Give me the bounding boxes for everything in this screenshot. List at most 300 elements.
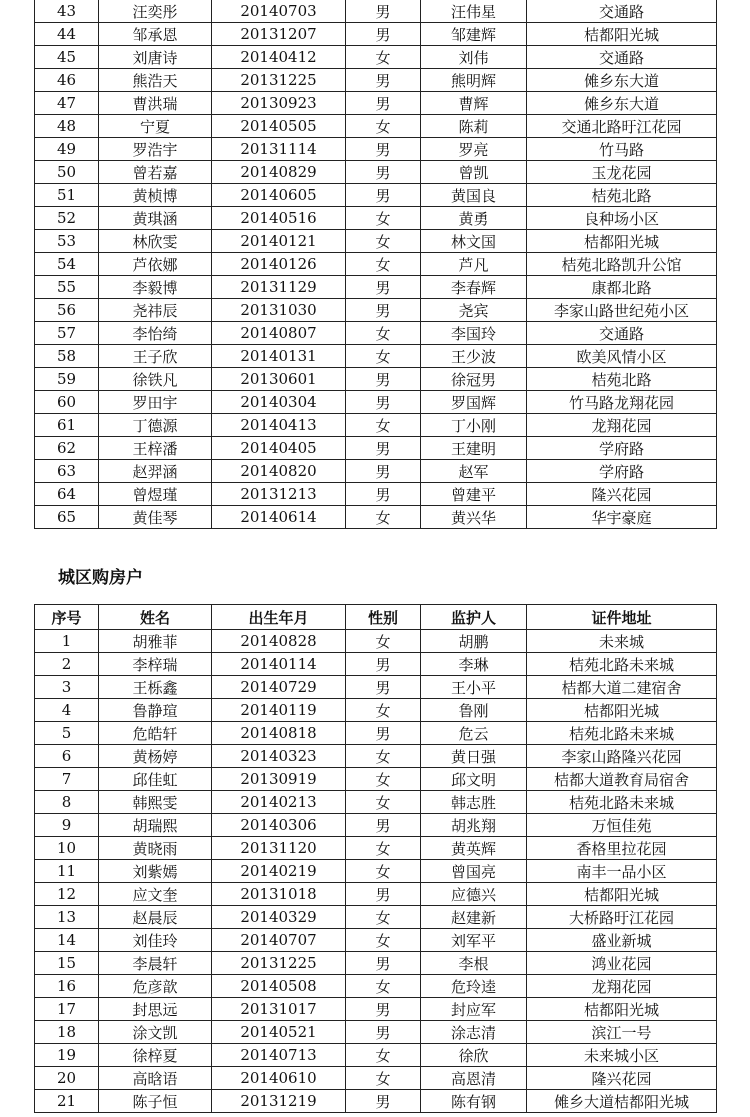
cell-name: 涂文凯 xyxy=(99,1021,212,1044)
cell-birth: 20131114 xyxy=(212,138,346,161)
cell-birth: 20131129 xyxy=(212,276,346,299)
cell-index: 7 xyxy=(35,768,99,791)
cell-birth: 20140329 xyxy=(212,906,346,929)
cell-birth: 20131018 xyxy=(212,883,346,906)
cell-name: 封思远 xyxy=(99,998,212,1021)
cell-name: 黄杨婷 xyxy=(99,745,212,768)
cell-gender: 女 xyxy=(346,253,421,276)
cell-index: 9 xyxy=(35,814,99,837)
cell-gender: 女 xyxy=(346,115,421,138)
cell-birth: 20140323 xyxy=(212,745,346,768)
cell-guardian: 李春辉 xyxy=(421,276,527,299)
cell-address: 李家山路隆兴花园 xyxy=(527,745,717,768)
cell-address: 桔苑北路未来城 xyxy=(527,791,717,814)
cell-name: 韩熙雯 xyxy=(99,791,212,814)
cell-birth: 20140707 xyxy=(212,929,346,952)
cell-name: 应文奎 xyxy=(99,883,212,906)
cell-guardian: 涂志清 xyxy=(421,1021,527,1044)
table-row xyxy=(35,768,717,791)
cell-guardian: 刘军平 xyxy=(421,929,527,952)
cell-gender: 男 xyxy=(346,299,421,322)
cell-birth: 20140508 xyxy=(212,975,346,998)
cell-index: 21 xyxy=(35,1090,99,1113)
cell-name: 危皓轩 xyxy=(99,722,212,745)
cell-address: 学府路 xyxy=(527,460,717,483)
cell-gender: 男 xyxy=(346,653,421,676)
cell-address: 龙翔花园 xyxy=(527,414,717,437)
cell-name: 胡瑞熙 xyxy=(99,814,212,837)
table-row xyxy=(35,722,717,745)
cell-index: 61 xyxy=(35,414,99,437)
cell-address: 玉龙花园 xyxy=(527,161,717,184)
cell-guardian: 李国玲 xyxy=(421,322,527,345)
cell-address: 桔苑北路未来城 xyxy=(527,653,717,676)
cell-index: 1 xyxy=(35,630,99,653)
table-row xyxy=(35,676,717,699)
cell-index: 11 xyxy=(35,860,99,883)
cell-name: 黄佳琴 xyxy=(99,506,212,529)
header-guardian: 监护人 xyxy=(421,605,527,630)
cell-address: 交通路 xyxy=(527,46,717,69)
header-birth: 出生年月 xyxy=(212,605,346,630)
cell-birth: 20130919 xyxy=(212,768,346,791)
table-row xyxy=(35,184,717,207)
cell-guardian: 邱文明 xyxy=(421,768,527,791)
cell-guardian: 黄国良 xyxy=(421,184,527,207)
cell-address: 大桥路旴江花园 xyxy=(527,906,717,929)
table-row xyxy=(35,837,717,860)
cell-address: 未来城小区 xyxy=(527,1044,717,1067)
cell-index: 47 xyxy=(35,92,99,115)
cell-gender: 女 xyxy=(346,345,421,368)
table-row xyxy=(35,207,717,230)
cell-birth: 20140121 xyxy=(212,230,346,253)
cell-name: 罗浩宇 xyxy=(99,138,212,161)
cell-index: 65 xyxy=(35,506,99,529)
cell-index: 10 xyxy=(35,837,99,860)
cell-index: 19 xyxy=(35,1044,99,1067)
cell-birth: 20140729 xyxy=(212,676,346,699)
table-row xyxy=(35,276,717,299)
cell-name: 黄桢博 xyxy=(99,184,212,207)
cell-guardian: 曾建平 xyxy=(421,483,527,506)
home-buyer-table xyxy=(34,604,717,1113)
cell-address: 竹马路 xyxy=(527,138,717,161)
cell-birth: 20140219 xyxy=(212,860,346,883)
cell-address: 交通北路旴江花园 xyxy=(527,115,717,138)
cell-guardian: 徐冠男 xyxy=(421,368,527,391)
cell-name: 芦依娜 xyxy=(99,253,212,276)
cell-address: 欧美风情小区 xyxy=(527,345,717,368)
cell-gender: 女 xyxy=(346,906,421,929)
cell-index: 44 xyxy=(35,23,99,46)
cell-birth: 20140605 xyxy=(212,184,346,207)
cell-name: 危彦歆 xyxy=(99,975,212,998)
cell-address: 良种场小区 xyxy=(527,207,717,230)
cell-address: 桔苑北路 xyxy=(527,368,717,391)
table-row xyxy=(35,1044,717,1067)
cell-birth: 20140306 xyxy=(212,814,346,837)
table-row xyxy=(35,630,717,653)
cell-birth: 20140413 xyxy=(212,414,346,437)
cell-birth: 20140703 xyxy=(212,0,346,23)
header-index: 序号 xyxy=(35,605,99,630)
cell-address: 盛业新城 xyxy=(527,929,717,952)
cell-birth: 20131207 xyxy=(212,23,346,46)
cell-address: 鸿业花园 xyxy=(527,952,717,975)
cell-guardian: 邹建辉 xyxy=(421,23,527,46)
table-row xyxy=(35,883,717,906)
cell-name: 林欣雯 xyxy=(99,230,212,253)
cell-birth: 20140412 xyxy=(212,46,346,69)
cell-birth: 20131017 xyxy=(212,998,346,1021)
cell-index: 56 xyxy=(35,299,99,322)
cell-address: 桔都阳光城 xyxy=(527,998,717,1021)
cell-index: 17 xyxy=(35,998,99,1021)
cell-gender: 男 xyxy=(346,391,421,414)
cell-gender: 男 xyxy=(346,161,421,184)
cell-name: 徐梓夏 xyxy=(99,1044,212,1067)
table-row xyxy=(35,46,717,69)
cell-guardian: 高恩清 xyxy=(421,1067,527,1090)
cell-name: 李梓瑞 xyxy=(99,653,212,676)
cell-guardian: 徐欣 xyxy=(421,1044,527,1067)
cell-address: 桔苑北路 xyxy=(527,184,717,207)
table-row xyxy=(35,0,717,23)
cell-name: 刘紫嫣 xyxy=(99,860,212,883)
cell-gender: 男 xyxy=(346,483,421,506)
cell-name: 曾煜瑾 xyxy=(99,483,212,506)
cell-address: 桔都阳光城 xyxy=(527,23,717,46)
cell-birth: 20140119 xyxy=(212,699,346,722)
table-row xyxy=(35,460,717,483)
cell-index: 46 xyxy=(35,69,99,92)
header-name: 姓名 xyxy=(99,605,212,630)
cell-address: 康都北路 xyxy=(527,276,717,299)
cell-gender: 女 xyxy=(346,837,421,860)
cell-index: 16 xyxy=(35,975,99,998)
cell-gender: 女 xyxy=(346,207,421,230)
cell-index: 14 xyxy=(35,929,99,952)
cell-index: 52 xyxy=(35,207,99,230)
cell-gender: 女 xyxy=(346,929,421,952)
table-row xyxy=(35,299,717,322)
cell-guardian: 曾凯 xyxy=(421,161,527,184)
cell-gender: 女 xyxy=(346,860,421,883)
cell-index: 13 xyxy=(35,906,99,929)
table-row xyxy=(35,791,717,814)
cell-gender: 男 xyxy=(346,69,421,92)
cell-guardian: 鲁刚 xyxy=(421,699,527,722)
header-gender: 性别 xyxy=(346,605,421,630)
cell-index: 62 xyxy=(35,437,99,460)
cell-address: 傩乡东大道 xyxy=(527,92,717,115)
cell-name: 鲁静瑄 xyxy=(99,699,212,722)
cell-birth: 20140713 xyxy=(212,1044,346,1067)
cell-gender: 女 xyxy=(346,630,421,653)
cell-address: 未来城 xyxy=(527,630,717,653)
cell-address: 万恒佳苑 xyxy=(527,814,717,837)
cell-guardian: 危云 xyxy=(421,722,527,745)
cell-name: 宁夏 xyxy=(99,115,212,138)
cell-address: 傩乡大道桔都阳光城 xyxy=(527,1090,717,1113)
table-row xyxy=(35,699,717,722)
cell-address: 桔都阳光城 xyxy=(527,699,717,722)
table-row xyxy=(35,368,717,391)
cell-birth: 20140614 xyxy=(212,506,346,529)
cell-name: 罗田宇 xyxy=(99,391,212,414)
cell-guardian: 应德兴 xyxy=(421,883,527,906)
cell-guardian: 封应军 xyxy=(421,998,527,1021)
cell-gender: 女 xyxy=(346,1044,421,1067)
cell-address: 傩乡东大道 xyxy=(527,69,717,92)
cell-gender: 男 xyxy=(346,676,421,699)
cell-guardian: 李琳 xyxy=(421,653,527,676)
table-row xyxy=(35,860,717,883)
cell-index: 59 xyxy=(35,368,99,391)
section-title: 城区购房户 xyxy=(58,568,143,588)
cell-birth: 20140829 xyxy=(212,161,346,184)
cell-address: 桔都大道二建宿舍 xyxy=(527,676,717,699)
header-row xyxy=(35,605,717,630)
table-row xyxy=(35,506,717,529)
cell-address: 桔苑北路未来城 xyxy=(527,722,717,745)
cell-birth: 20140521 xyxy=(212,1021,346,1044)
cell-guardian: 李根 xyxy=(421,952,527,975)
cell-guardian: 胡鹏 xyxy=(421,630,527,653)
cell-guardian: 汪伟星 xyxy=(421,0,527,23)
cell-guardian: 黄英辉 xyxy=(421,837,527,860)
cell-gender: 女 xyxy=(346,230,421,253)
table-row xyxy=(35,161,717,184)
cell-guardian: 黄日强 xyxy=(421,745,527,768)
cell-index: 3 xyxy=(35,676,99,699)
cell-birth: 20131225 xyxy=(212,69,346,92)
cell-gender: 男 xyxy=(346,722,421,745)
cell-gender: 女 xyxy=(346,322,421,345)
cell-index: 6 xyxy=(35,745,99,768)
cell-guardian: 韩志胜 xyxy=(421,791,527,814)
cell-gender: 男 xyxy=(346,998,421,1021)
cell-guardian: 胡兆翔 xyxy=(421,814,527,837)
table-row xyxy=(35,1067,717,1090)
cell-gender: 女 xyxy=(346,1067,421,1090)
cell-guardian: 赵军 xyxy=(421,460,527,483)
cell-name: 黄晓雨 xyxy=(99,837,212,860)
cell-index: 20 xyxy=(35,1067,99,1090)
cell-guardian: 熊明辉 xyxy=(421,69,527,92)
table-row xyxy=(35,253,717,276)
cell-name: 胡雅菲 xyxy=(99,630,212,653)
table-row xyxy=(35,998,717,1021)
cell-birth: 20131030 xyxy=(212,299,346,322)
table-row xyxy=(35,23,717,46)
cell-address: 滨江一号 xyxy=(527,1021,717,1044)
cell-gender: 女 xyxy=(346,768,421,791)
cell-gender: 男 xyxy=(346,1090,421,1113)
cell-index: 50 xyxy=(35,161,99,184)
cell-guardian: 王建明 xyxy=(421,437,527,460)
cell-name: 刘唐诗 xyxy=(99,46,212,69)
table-row xyxy=(35,391,717,414)
cell-index: 5 xyxy=(35,722,99,745)
cell-gender: 女 xyxy=(346,745,421,768)
cell-gender: 女 xyxy=(346,699,421,722)
cell-gender: 男 xyxy=(346,437,421,460)
table-row xyxy=(35,69,717,92)
cell-address: 华宇豪庭 xyxy=(527,506,717,529)
cell-name: 曹洪瑞 xyxy=(99,92,212,115)
cell-birth: 20140505 xyxy=(212,115,346,138)
cell-guardian: 芦凡 xyxy=(421,253,527,276)
table-row xyxy=(35,1021,717,1044)
table-row xyxy=(35,745,717,768)
cell-index: 63 xyxy=(35,460,99,483)
cell-index: 58 xyxy=(35,345,99,368)
cell-birth: 20131219 xyxy=(212,1090,346,1113)
cell-address: 李家山路世纪苑小区 xyxy=(527,299,717,322)
cell-guardian: 黄兴华 xyxy=(421,506,527,529)
cell-birth: 20140114 xyxy=(212,653,346,676)
cell-name: 陈子恒 xyxy=(99,1090,212,1113)
table-row xyxy=(35,929,717,952)
cell-gender: 男 xyxy=(346,92,421,115)
header-address: 证件地址 xyxy=(527,605,717,630)
table-row xyxy=(35,483,717,506)
cell-birth: 20140818 xyxy=(212,722,346,745)
cell-name: 李晨轩 xyxy=(99,952,212,975)
cell-index: 2 xyxy=(35,653,99,676)
table-row xyxy=(35,975,717,998)
cell-address: 交通路 xyxy=(527,322,717,345)
cell-gender: 男 xyxy=(346,0,421,23)
cell-gender: 男 xyxy=(346,952,421,975)
cell-guardian: 黄勇 xyxy=(421,207,527,230)
cell-name: 李毅博 xyxy=(99,276,212,299)
cell-gender: 女 xyxy=(346,414,421,437)
cell-birth: 20140131 xyxy=(212,345,346,368)
cell-address: 桔都阳光城 xyxy=(527,230,717,253)
table-row xyxy=(35,906,717,929)
cell-gender: 男 xyxy=(346,460,421,483)
cell-index: 12 xyxy=(35,883,99,906)
cell-index: 4 xyxy=(35,699,99,722)
cell-birth: 20140828 xyxy=(212,630,346,653)
cell-birth: 20140807 xyxy=(212,322,346,345)
table-row xyxy=(35,437,717,460)
cell-guardian: 罗国辉 xyxy=(421,391,527,414)
cell-address: 龙翔花园 xyxy=(527,975,717,998)
cell-gender: 女 xyxy=(346,46,421,69)
cell-guardian: 赵建新 xyxy=(421,906,527,929)
cell-index: 64 xyxy=(35,483,99,506)
cell-gender: 女 xyxy=(346,791,421,814)
cell-name: 熊浩天 xyxy=(99,69,212,92)
cell-gender: 男 xyxy=(346,23,421,46)
cell-address: 桔都阳光城 xyxy=(527,883,717,906)
cell-gender: 男 xyxy=(346,1021,421,1044)
cell-name: 刘佳玲 xyxy=(99,929,212,952)
cell-guardian: 曾国亮 xyxy=(421,860,527,883)
cell-gender: 女 xyxy=(346,506,421,529)
cell-name: 汪奕彤 xyxy=(99,0,212,23)
cell-birth: 20140304 xyxy=(212,391,346,414)
cell-address: 桔都大道教育局宿舍 xyxy=(527,768,717,791)
cell-address: 隆兴花园 xyxy=(527,483,717,506)
cell-name: 邹承恩 xyxy=(99,23,212,46)
cell-index: 48 xyxy=(35,115,99,138)
cell-index: 55 xyxy=(35,276,99,299)
table-row xyxy=(35,138,717,161)
cell-name: 李怡绮 xyxy=(99,322,212,345)
cell-index: 45 xyxy=(35,46,99,69)
cell-name: 徐铁凡 xyxy=(99,368,212,391)
cell-guardian: 陈有钢 xyxy=(421,1090,527,1113)
cell-birth: 20131225 xyxy=(212,952,346,975)
cell-gender: 男 xyxy=(346,814,421,837)
cell-birth: 20131213 xyxy=(212,483,346,506)
table-row xyxy=(35,653,717,676)
table-row xyxy=(35,322,717,345)
cell-address: 隆兴花园 xyxy=(527,1067,717,1090)
cell-birth: 20140516 xyxy=(212,207,346,230)
table-row xyxy=(35,345,717,368)
cell-name: 王栎鑫 xyxy=(99,676,212,699)
cell-name: 尧祎辰 xyxy=(99,299,212,322)
cell-gender: 男 xyxy=(346,184,421,207)
cell-guardian: 林文国 xyxy=(421,230,527,253)
student-table-continued xyxy=(34,0,717,529)
cell-guardian: 刘伟 xyxy=(421,46,527,69)
cell-gender: 男 xyxy=(346,276,421,299)
cell-gender: 女 xyxy=(346,975,421,998)
cell-guardian: 陈莉 xyxy=(421,115,527,138)
cell-birth: 20140213 xyxy=(212,791,346,814)
table-row xyxy=(35,92,717,115)
cell-guardian: 丁小刚 xyxy=(421,414,527,437)
cell-guardian: 曹辉 xyxy=(421,92,527,115)
cell-birth: 20140610 xyxy=(212,1067,346,1090)
table-row xyxy=(35,230,717,253)
cell-birth: 20130601 xyxy=(212,368,346,391)
cell-name: 曾若嘉 xyxy=(99,161,212,184)
cell-birth: 20140126 xyxy=(212,253,346,276)
cell-name: 赵晨辰 xyxy=(99,906,212,929)
cell-guardian: 危玲逵 xyxy=(421,975,527,998)
cell-index: 51 xyxy=(35,184,99,207)
cell-index: 54 xyxy=(35,253,99,276)
cell-index: 18 xyxy=(35,1021,99,1044)
cell-name: 王子欣 xyxy=(99,345,212,368)
cell-gender: 男 xyxy=(346,138,421,161)
cell-birth: 20140820 xyxy=(212,460,346,483)
table-row xyxy=(35,414,717,437)
cell-guardian: 尧宾 xyxy=(421,299,527,322)
cell-guardian: 王小平 xyxy=(421,676,527,699)
cell-birth: 20140405 xyxy=(212,437,346,460)
cell-guardian: 罗亮 xyxy=(421,138,527,161)
cell-birth: 20130923 xyxy=(212,92,346,115)
cell-address: 南丰一品小区 xyxy=(527,860,717,883)
cell-address: 学府路 xyxy=(527,437,717,460)
cell-name: 丁德源 xyxy=(99,414,212,437)
cell-index: 60 xyxy=(35,391,99,414)
cell-name: 黄琪涵 xyxy=(99,207,212,230)
cell-address: 桔苑北路凯升公馆 xyxy=(527,253,717,276)
cell-address: 竹马路龙翔花园 xyxy=(527,391,717,414)
cell-index: 43 xyxy=(35,0,99,23)
cell-birth: 20131120 xyxy=(212,837,346,860)
